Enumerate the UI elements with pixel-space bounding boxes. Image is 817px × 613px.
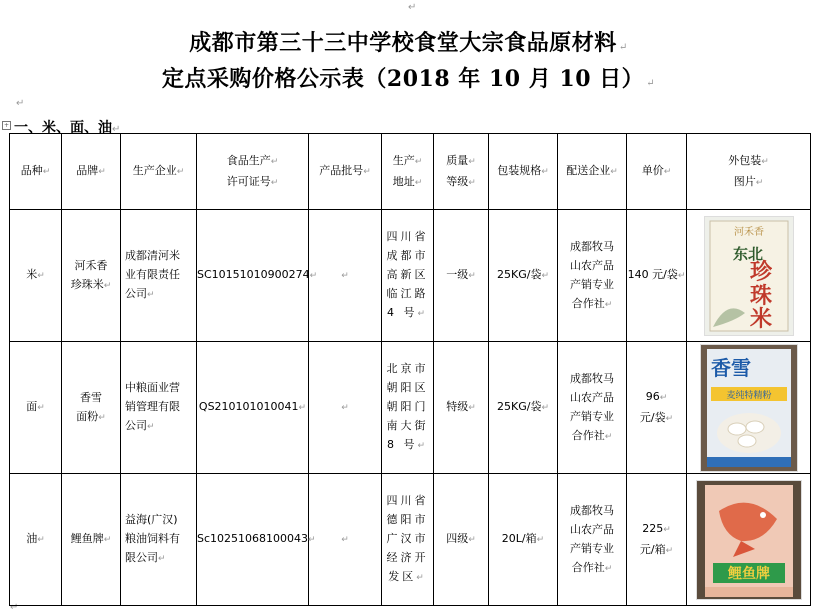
svg-text:米: 米 <box>749 305 772 332</box>
cell-license: Sc10251068100043↵ <box>197 474 309 606</box>
table-anchor-icon[interactable]: + <box>3 122 10 129</box>
header-image: 外包装↵ 图片↵ <box>687 134 811 210</box>
cell-price: 225↵ 元/箱↵ <box>627 474 687 606</box>
paragraph-mark: ↵ <box>618 42 628 53</box>
cell-brand: 香雪 面粉↵ <box>62 342 121 474</box>
header-category: 品种↵ <box>10 134 62 210</box>
header-price: 单价↵ <box>627 134 687 210</box>
header-spec: 包装规格↵ <box>489 134 558 210</box>
flour-bag-brand-text: 香雪 <box>710 355 751 380</box>
paragraph-mark: ↵ <box>112 124 121 135</box>
cell-price: 140 元/袋↵ <box>627 210 687 342</box>
paragraph-mark: ↵ <box>646 78 656 89</box>
cell-distributor: 成都牧马 山农产品 产销专业 合作社↵ <box>558 210 627 342</box>
header-row <box>10 134 811 210</box>
flour-bag-image <box>700 344 798 472</box>
cell-category: 面↵ <box>10 342 62 474</box>
rice-bag-brand-text: 河禾香 <box>733 226 764 238</box>
cell-producer: 成都清河米 业有限责任 公司↵ <box>121 210 197 342</box>
header-brand: 品牌↵ <box>62 134 121 210</box>
page-title-line-1: 成都市第三十三中学校食堂大宗食品原材料 <box>189 30 617 56</box>
cell-batch: ↵ <box>309 342 382 474</box>
svg-text:珠: 珠 <box>749 282 772 309</box>
rice-bag-image <box>704 216 794 336</box>
cell-distributor: 成都牧马 山农产品 产销专业 合作社↵ <box>558 474 627 606</box>
section-heading-text: 一、米、面、油 <box>14 120 112 136</box>
cell-producer: 中粮面业营 销管理有限 公司↵ <box>121 342 197 474</box>
cell-spec: 20L/箱↵ <box>489 474 558 606</box>
table-row <box>10 210 811 342</box>
cell-price: 96↵ 元/袋↵ <box>627 342 687 474</box>
svg-text:珍: 珍 <box>749 258 772 285</box>
cell-grade: 特级↵ <box>434 342 489 474</box>
header-origin: 生产↵ 地址↵ <box>382 134 434 210</box>
cell-package-image <box>687 342 811 474</box>
oil-box-image <box>696 480 802 600</box>
cell-package-image <box>687 210 811 342</box>
paragraph-mark: ↵ <box>16 98 25 109</box>
cell-brand: 鲤鱼牌↵ <box>62 474 121 606</box>
header-distributor: 配送企业↵ <box>558 134 627 210</box>
cell-spec: 25KG/袋↵ <box>489 342 558 474</box>
rice-bag-region-text: 东北 <box>732 244 763 263</box>
cell-batch: ↵ <box>309 474 382 606</box>
oil-box-brand-text: 鲤鱼牌 <box>727 565 770 582</box>
cell-brand: 河禾香 珍珠米↵ <box>62 210 121 342</box>
cell-distributor: 成都牧马 山农产品 产销专业 合作社↵ <box>558 342 627 474</box>
cell-producer: 益海(广汉) 粮油饲料有 限公司↵ <box>121 474 197 606</box>
cell-category: 米↵ <box>10 210 62 342</box>
page-title-line-2: 定点采购价格公示表（2018 年 10 月 10 日） <box>161 66 645 92</box>
table-row <box>10 342 811 474</box>
cell-grade: 一级↵ <box>434 210 489 342</box>
cell-license: SC10151010900274↵ <box>197 210 309 342</box>
cell-package-image <box>687 474 811 606</box>
flour-bag-product-text: 麦纯特精粉 <box>725 390 772 401</box>
rice-bag-title <box>749 259 772 332</box>
header-producer: 生产企业↵ <box>121 134 197 210</box>
table-row <box>10 474 811 606</box>
cell-origin: 北京市 朝阳区 朝阳门 南大街 8 号↵ <box>382 342 434 474</box>
cell-license: QS210101010041↵ <box>197 342 309 474</box>
cell-batch: ↵ <box>309 210 382 342</box>
header-batch: 产品批号↵ <box>309 134 382 210</box>
cell-category: 油↵ <box>10 474 62 606</box>
header-license: 食品生产↵ 许可证号↵ <box>197 134 309 210</box>
cell-origin: 四川省 德阳市 广汉市 经济开 发区↵ <box>382 474 434 606</box>
cell-spec: 25KG/袋↵ <box>489 210 558 342</box>
header-grade: 质量↵ 等级↵ <box>434 134 489 210</box>
paragraph-mark: ↵ <box>408 2 417 13</box>
paragraph-mark: ↵ <box>10 602 19 613</box>
page-subtitle <box>0 62 817 93</box>
cell-grade: 四级↵ <box>434 474 489 606</box>
page-title <box>0 26 817 57</box>
price-table <box>9 133 811 606</box>
cell-origin: 四川省 成都市 高新区 临江路 4 号↵ <box>382 210 434 342</box>
